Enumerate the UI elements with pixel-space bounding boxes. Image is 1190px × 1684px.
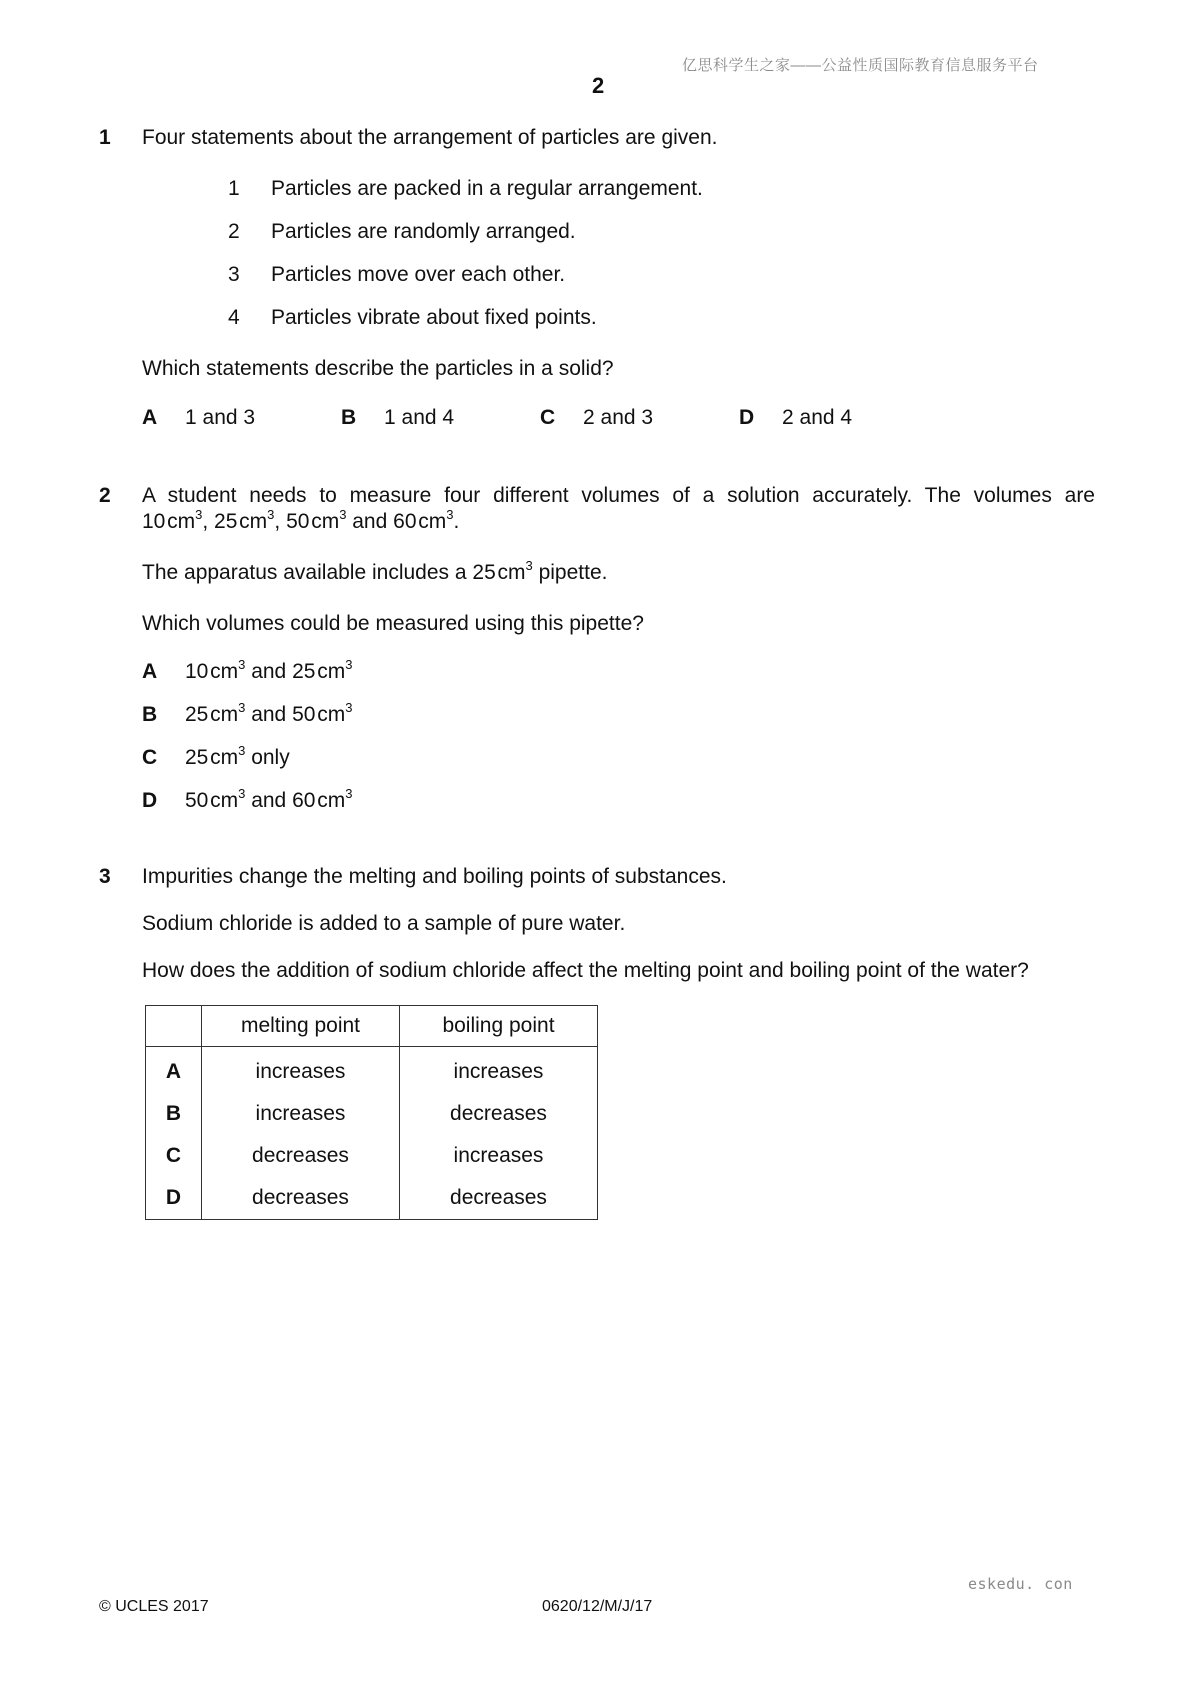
option-letter: A — [142, 660, 158, 683]
volumes-list — [142, 507, 460, 534]
unit: cm — [210, 703, 239, 726]
conjunction: and — [346, 510, 394, 533]
separator: , — [202, 510, 215, 533]
statement-number: 3 — [228, 263, 240, 286]
table-cell: increases — [202, 1047, 400, 1094]
unit-exponent: 3 — [238, 743, 246, 758]
option-text: 2 and 3 — [583, 406, 654, 429]
unit: cm — [210, 789, 239, 812]
unit: cm — [239, 510, 268, 533]
copyright: © UCLES 2017 — [99, 1598, 209, 1615]
option-text: 1 and 3 — [185, 406, 256, 429]
period: . — [453, 510, 460, 533]
table-header-cell — [146, 1006, 202, 1047]
volume-value: 10 — [142, 510, 166, 533]
statement-text: Particles are randomly arranged. — [271, 220, 576, 243]
volume-value: 25 — [185, 746, 209, 769]
volume-value: 25 — [292, 660, 316, 683]
volume-value: 60 — [292, 789, 316, 812]
statement-text: Particles move over each other. — [271, 263, 566, 286]
question-text: Sodium chloride is added to a sample of pure water. — [142, 912, 626, 935]
question-prompt: Which volumes could be measured using this pipette? — [142, 612, 644, 635]
unit-exponent: 3 — [339, 507, 347, 522]
volume-value: 10 — [185, 660, 209, 683]
volume-value: 60 — [393, 510, 417, 533]
option-letter: C — [146, 1135, 202, 1177]
conjunction: and — [245, 660, 293, 683]
table-cell: increases — [400, 1135, 598, 1177]
option-letter: A — [146, 1047, 202, 1094]
unit: cm — [210, 746, 239, 769]
table-header-cell: boiling point — [400, 1006, 598, 1047]
table-header-cell: melting point — [202, 1006, 400, 1047]
option-letter: B — [341, 406, 357, 429]
table-cell: decreases — [400, 1177, 598, 1220]
unit: cm — [311, 510, 340, 533]
question-stem: Impurities change the melting and boiling points of substances. — [142, 865, 727, 888]
unit: cm — [418, 510, 447, 533]
table-row — [146, 1047, 598, 1094]
statement-text: Particles vibrate about fixed points. — [271, 306, 597, 329]
option-text: 1 and 4 — [384, 406, 455, 429]
table-cell: decreases — [400, 1093, 598, 1135]
apparatus-statement — [142, 558, 608, 585]
paper-code: 0620/12/M/J/17 — [542, 1598, 653, 1615]
table-row — [146, 1177, 598, 1220]
question-stem: A student needs to measure four different volumes of a solution accurately. The volumes are — [142, 484, 1095, 507]
volume-value: 25 — [185, 703, 209, 726]
page-number: 2 — [592, 73, 605, 98]
table-cell: decreases — [202, 1177, 400, 1220]
unit: cm — [317, 789, 346, 812]
unit-exponent: 3 — [195, 507, 203, 522]
unit-exponent: 3 — [345, 657, 353, 672]
conjunction: and — [245, 703, 293, 726]
unit-exponent: 3 — [238, 700, 246, 715]
table-cell: increases — [202, 1093, 400, 1135]
question-number: 2 — [99, 484, 111, 507]
question-stem: Four statements about the arrangement of particles are given. — [142, 126, 718, 149]
option-letter: D — [739, 406, 755, 429]
unit-exponent: 3 — [345, 700, 353, 715]
unit-exponent: 3 — [238, 786, 246, 801]
option-text — [185, 743, 290, 770]
unit-exponent: 3 — [238, 657, 246, 672]
unit: cm — [497, 561, 526, 584]
text: only — [245, 746, 290, 769]
option-letter: C — [540, 406, 556, 429]
question-prompt: Which statements describe the particles in a solid? — [142, 357, 614, 380]
question-number: 1 — [99, 126, 111, 149]
question-number: 3 — [99, 865, 111, 888]
watermark-top: 亿思科学生之家——公益性质国际教育信息服务平台 — [682, 57, 1039, 74]
unit-exponent: 3 — [267, 507, 275, 522]
option-letter: D — [146, 1177, 202, 1220]
answer-table — [145, 1005, 598, 1220]
option-text — [185, 700, 353, 727]
volume-value: 50 — [292, 703, 316, 726]
volume-value: 50 — [286, 510, 310, 533]
table-cell: decreases — [202, 1135, 400, 1177]
option-text — [185, 657, 353, 684]
option-letter: B — [142, 703, 158, 726]
statement-text: Particles are packed in a regular arrangement. — [271, 177, 703, 200]
option-text — [185, 786, 353, 813]
text: pipette. — [532, 561, 608, 584]
unit-exponent: 3 — [525, 558, 533, 573]
option-letter: C — [142, 746, 158, 769]
volume-value: 25 — [472, 561, 496, 584]
unit-exponent: 3 — [446, 507, 454, 522]
volume-value: 50 — [185, 789, 209, 812]
unit: cm — [317, 703, 346, 726]
unit: cm — [210, 660, 239, 683]
statement-number: 4 — [228, 306, 240, 329]
statement-number: 2 — [228, 220, 240, 243]
unit-exponent: 3 — [345, 786, 353, 801]
separator: , — [274, 510, 287, 533]
option-letter: D — [142, 789, 158, 812]
table-row — [146, 1093, 598, 1135]
conjunction: and — [245, 789, 293, 812]
question-prompt: How does the addition of sodium chloride affect the melting point and boiling point of the water? — [142, 959, 1029, 982]
statement-number: 1 — [228, 177, 240, 200]
text: The apparatus available includes a — [142, 561, 473, 584]
table-cell: increases — [400, 1047, 598, 1094]
volume-value: 25 — [214, 510, 238, 533]
table-row — [146, 1135, 598, 1177]
table-header-row — [146, 1006, 598, 1047]
unit: cm — [167, 510, 196, 533]
option-letter: A — [142, 406, 158, 429]
watermark-bottom: eskedu. con — [968, 1575, 1073, 1593]
option-text: 2 and 4 — [782, 406, 853, 429]
unit: cm — [317, 660, 346, 683]
option-letter: B — [146, 1093, 202, 1135]
